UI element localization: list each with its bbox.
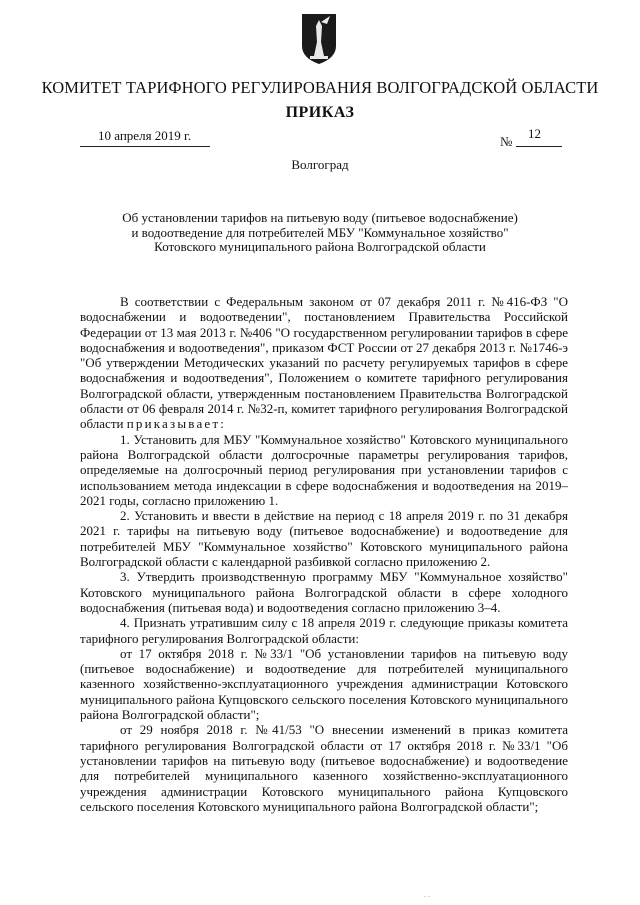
- clause-3: 3. Утвердить производственную программу МБУ "Коммунальное хозяйство" Котовского муниципального района Волгоградской области в сфере холодного водоснабжения (питьевая вода) и водоотведения согласно приложению 3–4.: [80, 569, 568, 615]
- clause-2: 2. Установить и ввести в действие на период с 18 апреля 2019 г. по 31 декабря 2021 г. тарифы на питьевую воду (питьевое водоснабжение) и водоотведение для потребителей МБУ "Коммунальное хозяйство" Котовского муниципального района Волгоградской области с календарной разбивкой согласно приложению 2.: [80, 508, 568, 570]
- number-underline: [516, 146, 562, 147]
- order-title: ПРИКАЗ: [285, 104, 355, 121]
- repealed-order-2: от 29 ноября 2018 г. №41/53 "О внесении изменений в приказ комитета тарифного регулирования Волгоградской области от 17 октября 2018 г. №33/1 "Об установлении тарифов на питьевую воду (питьевое водоснабжение) и водоотведение для потребителей муниципального казенного хозяйственно-эксплуатационного учреждения администрации Котовского муниципального района Купцовского сельского поселения Котовского муниципального района Волгоградской области";: [80, 722, 568, 814]
- subject-line-3: Котовского муниципального района Волгоградской области: [154, 239, 486, 254]
- clause-4: 4. Признать утратившим силу с 18 апреля 2019 г. следующие приказы комитета тарифного регулирования Волгоградской области:: [80, 615, 568, 646]
- committee-name: КОМИТЕТ ТАРИФНОГО РЕГУЛИРОВАНИЯ ВОЛГОГРАДСКОЙ ОБЛАСТИ: [41, 78, 599, 97]
- coat-of-arms-emblem: [300, 12, 338, 66]
- subject-line-2: и водоотведение для потребителей МБУ "Коммунальное хозяйство": [131, 224, 509, 240]
- preamble-paragraph: [80, 294, 568, 432]
- orders-word: приказывает:: [126, 416, 227, 432]
- city: Волгоград: [291, 157, 349, 172]
- scan-artifact: . .: [424, 890, 430, 899]
- order-body: [80, 294, 568, 814]
- repealed-order-1: от 17 октября 2018 г. №33/1 "Об установлении тарифов на питьевую воду (питьевое водоснабжение) и водоотведение для потребителей муниципального казенного хозяйственно-эксплуатационного учреждения администрации Котовского муниципального района Купцовского сельского поселения Котовского муниципального района Волгоградской области";: [80, 645, 568, 723]
- order-date: 10 апреля 2019 г.: [98, 128, 192, 143]
- subject-line-1: Об установлении тарифов на питьевую воду (питьевое водоснабжение): [122, 210, 518, 225]
- order-number-sign: №: [500, 134, 513, 149]
- order-subject: [80, 211, 560, 255]
- order-number: 12: [528, 126, 541, 141]
- clause-1: 1. Установить для МБУ "Коммунальное хозяйство" Котовского муниципального района Волгоградской области долгосрочные параметры регулирования тарифов, определяемые на долгосрочный период регулирования при установлении тарифов с использованием метода индексации в сфере водоснабжения и водоотведения на 2019–2021 годы, согласно приложению 1.: [80, 431, 568, 508]
- preamble-text: В соответствии с Федеральным законом от 07 декабря 2011 г. №416-ФЗ "О водоснабжении и водоотведении", постановлением Правительства Российской Федерации от 13 мая 2013 г. №406 "О государственном регулировании тарифов в сфере водоснабжения и водоотведения", приказом ФСТ России от 27 декабря 2013 г. №1746-э "Об утверждении Методических указаний по расчету регулируемых тарифов в сфере водоснабжения и водоотведения", Положением о комитете тарифного регулирования Волгоградской области, утвержденным постановлением Правительства Волгоградской области от 06 февраля 2014 г. №32-п, комитет тарифного регулирования Волгоградской области: [80, 294, 568, 432]
- date-underline: [80, 146, 210, 147]
